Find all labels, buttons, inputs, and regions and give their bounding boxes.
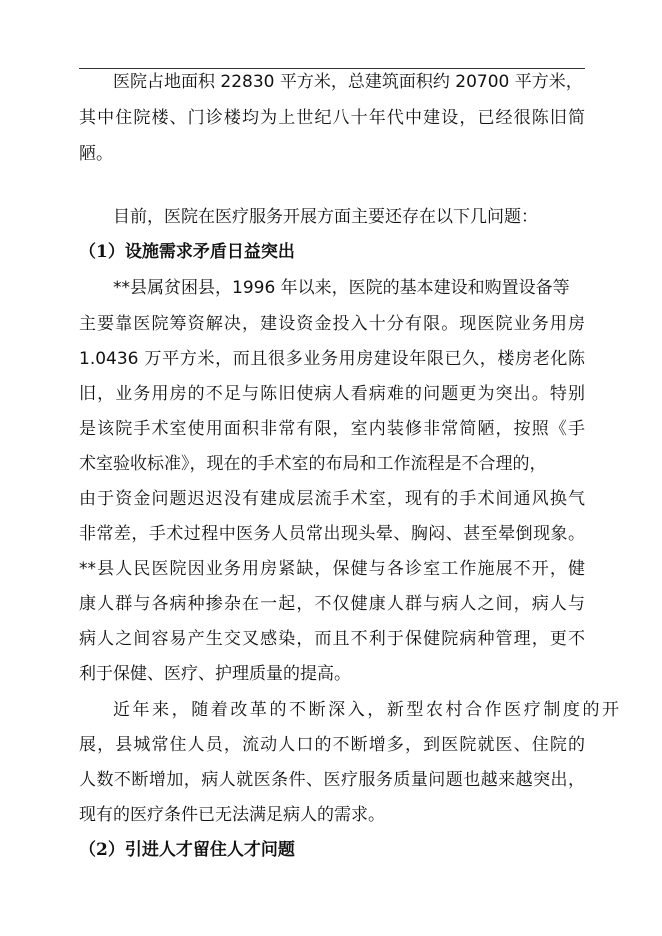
paragraph-line: 康人群与各病种掺杂在一起，不仅健康人群与病人之间，病人与	[79, 594, 585, 614]
paragraph-line: 展，县城常住人员，流动人口的不断增多，到医院就医、住院的	[79, 735, 585, 755]
paragraph-line: 近年来，随着改革的不断深入，新型农村合作医疗制度的开	[113, 700, 619, 720]
paragraph-line: 其中住院楼、门诊楼均为上世纪八十年代中建设，已经很陈旧简	[79, 108, 585, 128]
section-heading: （1）设施需求矛盾日益突出	[79, 242, 295, 262]
paragraph-line: 目前，医院在医疗服务开展方面主要还存在以下几问题：	[113, 207, 538, 227]
paragraph-line: 术室验收标准》，现在的手术室的布局和工作流程是不合理的，	[79, 454, 547, 474]
paragraph-line: 现有的医疗条件已无法满足病人的需求。	[79, 805, 385, 825]
paragraph-line: 主要靠医院筹资解决，建设资金投入十分有限。现医院业务用房	[79, 314, 585, 334]
paragraph-line: **县人民医院因业务用房紧缺，保健与各诊室工作施展不开，健	[79, 559, 585, 579]
paragraph-line: 病人之间容易产生交叉感染，而且不利于保健院病种管理，更不	[79, 629, 585, 649]
paragraph-line: 人数不断增加，病人就医条件、医疗服务质量问题也越来越突出，	[79, 770, 585, 790]
header-rule	[79, 68, 585, 69]
paragraph-line: 利于保健、医疗、护理质量的提高。	[79, 664, 351, 684]
paragraph-line: 是该院手术室使用面积非常有限，室内装修非常简陋，按照《手	[79, 419, 585, 439]
paragraph-line: 非常差，手术过程中医务人员常出现头晕、胸闷、甚至晕倒现象。	[79, 524, 585, 544]
paragraph-line: 由于资金问题迟迟没有建成层流手术室，现有的手术间通风换气	[79, 489, 585, 509]
paragraph-line: 医院占地面积 22830 平方米，总建筑面积约 20700 平方米，	[113, 72, 583, 92]
paragraph-line: 旧，业务用房的不足与陈旧使病人看病难的问题更为突出。特别	[79, 384, 585, 404]
section-heading: （2）引进人才留住人才问题	[79, 840, 295, 860]
paragraph-line: 1.0436 万平方米，而且很多业务用房建设年限已久，楼房老化陈	[79, 349, 585, 369]
paragraph-line: **县属贫困县，1996 年以来，医院的基本建设和购置设备等	[113, 278, 570, 298]
paragraph-line: 陋。	[79, 144, 113, 164]
